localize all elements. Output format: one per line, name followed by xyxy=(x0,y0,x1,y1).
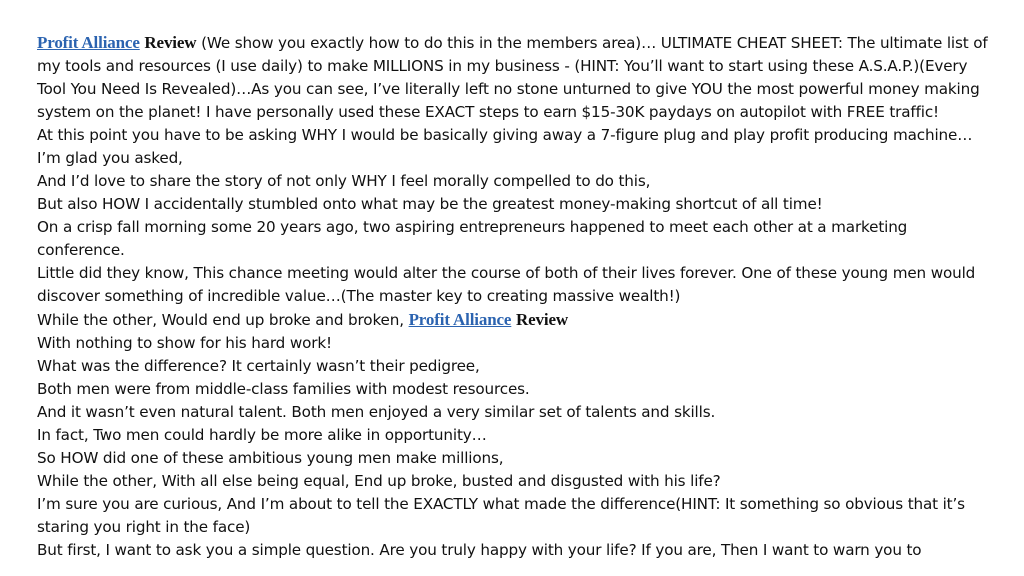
paragraph-difference: What was the difference? It certainly wasn’t their pedigree, xyxy=(37,357,480,375)
paragraph-fall-morning: On a crisp fall morning some 20 years ago, two aspiring entrepreneurs happened to meet each other at a marketing conference. xyxy=(37,218,908,259)
paragraph-natural-talent: And it wasn’t even natural talent. Both men enjoyed a very similar set of talents and skills. xyxy=(37,403,716,421)
paragraph-middle-class: Both men were from middle-class families with modest resources. xyxy=(37,380,530,398)
while-other-text: While the other, Would end up broke and broken, xyxy=(37,311,409,329)
profit-alliance-link[interactable]: Profit Alliance xyxy=(37,33,140,52)
paragraph-while-other xyxy=(37,308,994,332)
profit-alliance-link-2[interactable]: Profit Alliance xyxy=(408,310,512,329)
paragraph-stumbled: But also HOW I accidentally stumbled onto what may be the greatest money-making shortcut of all time! xyxy=(37,195,823,213)
intro-paragraph xyxy=(37,31,994,124)
intro-text: (We show you exactly how to do this in the members area)… ULTIMATE CHEAT SHEET: The ultimate list of my tools and resources (I use daily) to make MILLIONS in my business - (HINT: You’ll want to start using these A.S.A.P.)(Every Tool You Need Is Revealed)…As you can see, I’ve literally left no stone unturned to give YOU the most powerful money making system on the planet! I have personally used these EXACT steps to earn $15-30K paydays on autopilot with FREE traffic! xyxy=(37,34,988,121)
review-label: Review xyxy=(144,33,197,52)
paragraph-chance-meeting: Little did they know, This chance meeting would alter the course of both of their lives forever. One of these young men would discover something of incredible value…(The master key to creating massive wealth!) xyxy=(37,264,976,305)
review-label-2: Review xyxy=(516,310,568,329)
paragraph-asking-why: At this point you have to be asking WHY I would be basically giving away a 7-figure plug and play profit producing machine…I’m glad you asked, xyxy=(37,126,973,167)
paragraph-make-millions: So HOW did one of these ambitious young men make millions, xyxy=(37,449,504,467)
paragraph-curious: I’m sure you are curious, And I’m about to tell the EXACTLY what made the difference(HINT: It something so obvious that it’s staring you right in the face) xyxy=(37,495,965,536)
paragraph-share-story: And I’d love to share the story of not only WHY I feel morally compelled to do this, xyxy=(37,172,651,190)
paragraph-simple-question: But first, I want to ask you a simple question. Are you truly happy with your life? If you are, Then I want to warn you to xyxy=(37,541,922,559)
paragraph-opportunity: In fact, Two men could hardly be more alike in opportunity… xyxy=(37,426,487,444)
paragraph-broke-busted: While the other, With all else being equal, End up broke, busted and disgusted with his life? xyxy=(37,472,721,490)
paragraph-nothing-to-show: With nothing to show for his hard work! xyxy=(37,334,332,352)
